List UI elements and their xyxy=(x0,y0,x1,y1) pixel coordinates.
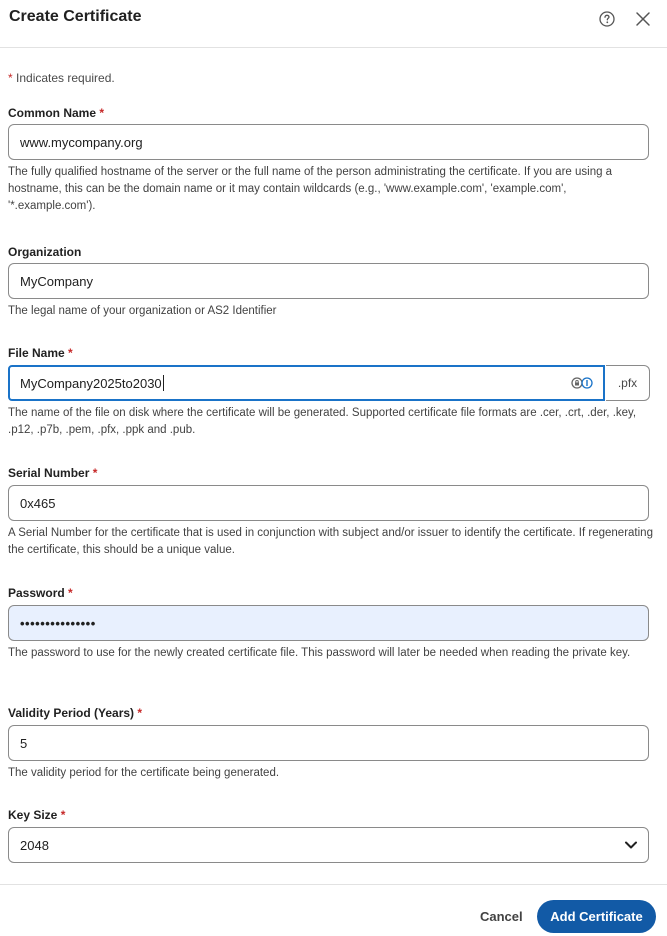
serial-number-input[interactable] xyxy=(8,485,649,521)
file-name-value: MyCompany2025to2030 xyxy=(20,375,162,391)
common-name-label xyxy=(8,106,104,120)
text-cursor xyxy=(163,375,164,391)
organization-input[interactable] xyxy=(8,263,649,299)
required-note-text: Indicates required. xyxy=(12,71,115,85)
serial-number-help: A Serial Number for the certificate that is used in conjunction with subject and/or issuer to identify the certificate. If regenerating the certificate, this should be a unique value. xyxy=(8,527,653,556)
file-name-label xyxy=(8,346,73,360)
required-star: * xyxy=(60,808,66,822)
key-size-select[interactable] xyxy=(8,827,649,863)
key-size-label xyxy=(8,808,65,822)
organization-value: MyCompany xyxy=(20,273,93,289)
organization-label-text: Organization xyxy=(8,245,82,259)
required-star: * xyxy=(92,466,98,480)
validity-period-input[interactable] xyxy=(8,725,649,761)
close-icon[interactable] xyxy=(633,9,653,29)
required-star: * xyxy=(8,71,13,85)
file-name-label-text: File Name xyxy=(8,346,65,360)
password-label xyxy=(8,586,73,600)
common-name-label-text: Common Name xyxy=(8,106,97,120)
password-manager-icon[interactable] xyxy=(571,376,593,390)
file-name-input[interactable] xyxy=(8,365,605,401)
validity-period-help: The validity period for the certificate being generated. xyxy=(8,767,280,779)
common-name-help: The fully qualified hostname of the server or the full name of the person administrating the certificate. If you are using a hostname, this can be the domain name or it may contain wildcards (e.g., 'www.example.com', 'example.com', '*.example.com'). xyxy=(8,166,613,212)
chevron-down-icon[interactable] xyxy=(624,840,638,850)
validity-period-label xyxy=(8,706,142,720)
required-star: * xyxy=(137,706,143,720)
common-name-input[interactable] xyxy=(8,124,649,160)
serial-number-value: 0x465 xyxy=(20,495,56,511)
file-name-help: The name of the file on disk where the certificate will be generated. Supported certificate file formats are .cer, .crt, .der, .key, .p12, .p7b, .pem, .pfx, .ppk and .pub. xyxy=(8,407,637,436)
dialog-title: Create Certificate xyxy=(9,8,142,25)
required-star: * xyxy=(68,586,73,600)
password-value: ••••••••••••••• xyxy=(20,615,96,631)
required-star: * xyxy=(68,346,73,360)
file-extension-suffix: .pfx xyxy=(606,365,650,401)
serial-number-label-text: Serial Number xyxy=(8,466,90,480)
organization-label xyxy=(8,245,81,259)
serial-number-label xyxy=(8,466,97,480)
organization-help: The legal name of your organization or AS2 Identifier xyxy=(8,305,277,317)
help-circle-icon[interactable] xyxy=(598,10,616,28)
add-certificate-button[interactable]: Add Certificate xyxy=(537,900,656,933)
key-size-label-text: Key Size xyxy=(8,808,58,822)
validity-period-label-text: Validity Period (Years) xyxy=(8,706,135,720)
key-size-value: 2048 xyxy=(20,837,49,853)
validity-period-value: 5 xyxy=(20,735,28,751)
required-star: * xyxy=(99,106,105,120)
password-input[interactable] xyxy=(8,605,649,641)
required-note xyxy=(8,71,115,85)
dialog-header xyxy=(0,0,667,48)
password-label-text: Password xyxy=(8,586,65,600)
common-name-value: www.mycompany.org xyxy=(20,134,143,150)
password-help: The password to use for the newly created certificate file. This password will later be needed when reading the private key. xyxy=(8,647,631,659)
cancel-button[interactable]: Cancel xyxy=(472,902,531,930)
